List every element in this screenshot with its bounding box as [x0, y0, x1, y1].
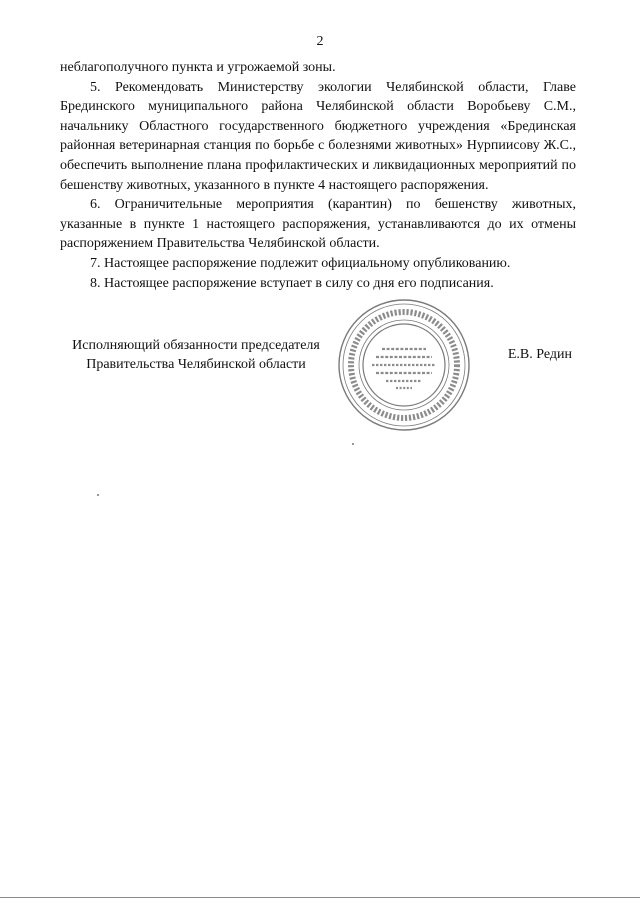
- seal-inner-lettering: [372, 349, 436, 388]
- paragraph-item-5: 5. Рекомендовать Министерству экологии Челябинской области, Главе Брединского муниципального района Челябинской области Воробьеву С.М., начальнику Областного государственного бюджетного учреждения «Брединская районная ветеринарная станция по борьбе с болезнями животных» Нурпиисову Ж.С., обеспечить выполнение плана профилактических и ликвидационных мероприятий по бешенству животных, указанного в пункте 4 настоящего распоряжения.: [60, 79, 576, 193]
- page-number: 2: [316, 34, 324, 49]
- scan-speck: [97, 494, 99, 496]
- paragraph-item-8: 8. Настоящее распоряжение вступает в силу со дня его подписания.: [90, 275, 494, 291]
- official-seal-stamp: [336, 297, 472, 433]
- signatory-title-line-2: Правительства Челябинской области: [86, 357, 306, 372]
- paragraph-item-7: 7. Настоящее распоряжение подлежит официальному опубликованию.: [90, 255, 511, 271]
- signatory-title: [56, 336, 336, 374]
- signatory-title-line-1: Исполняющий обязанности председателя: [72, 338, 320, 353]
- document-body: [60, 58, 576, 293]
- signatory-name: Е.В. Редин: [507, 347, 572, 362]
- scan-edge-line: [0, 897, 640, 898]
- paragraph-item-6: 6. Ограничительные мероприятия (карантин) по бешенству животных, указанные в пункте 1 настоящего распоряжения, устанавливаются до их отмены распоряжением Правительства Челябинской области.: [60, 197, 576, 252]
- scan-speck: [352, 443, 354, 445]
- paragraph-continuation: неблагополучного пункта и угрожаемой зоны.: [60, 60, 336, 75]
